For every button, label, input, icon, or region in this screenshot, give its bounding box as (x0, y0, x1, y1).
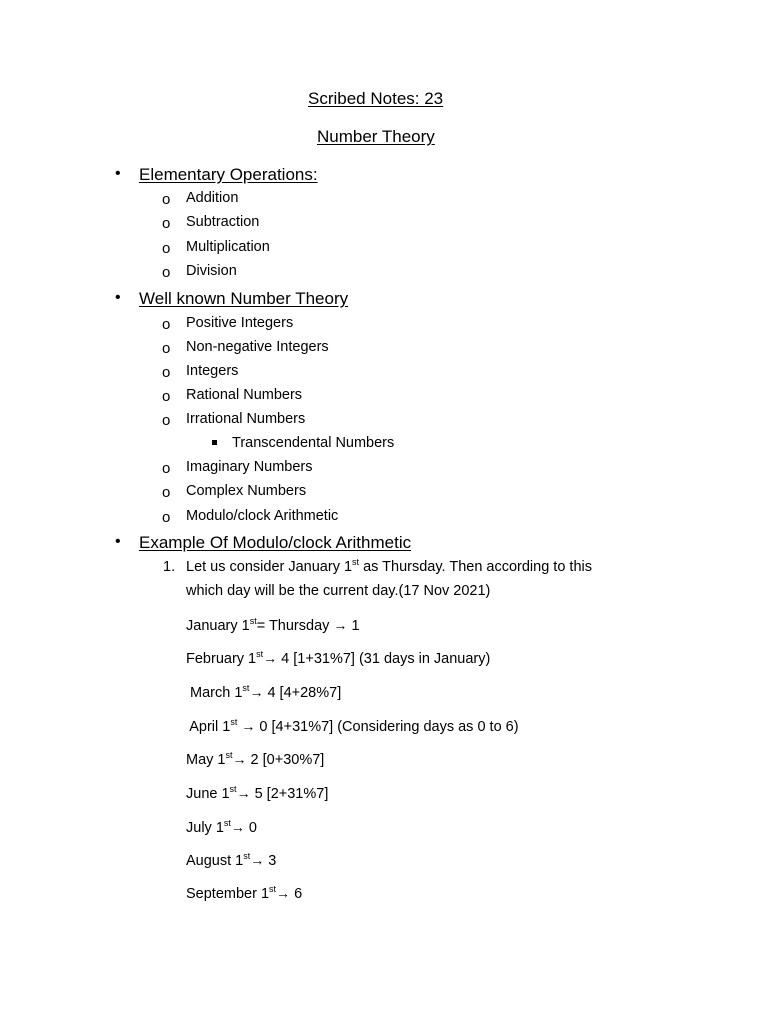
ordinal-suffix: st (352, 557, 360, 567)
list-item: Imaginary Numbers (186, 459, 313, 475)
ordinal-suffix: st (230, 717, 238, 727)
list-item: Rational Numbers (186, 387, 303, 403)
list-item: Subtraction (186, 214, 260, 230)
month-label: February 1 (186, 651, 257, 667)
circle-bullet-icon: o (162, 340, 171, 357)
month-line (186, 885, 302, 902)
list-number: 1. (163, 559, 176, 575)
circle-bullet-icon: o (162, 412, 171, 429)
list-item: Addition (186, 190, 239, 206)
circle-bullet-icon: o (162, 364, 171, 381)
month-value: 5 [2+31%7] (250, 786, 329, 802)
arrow-right-icon: → (250, 852, 265, 868)
month-line (186, 617, 360, 634)
list-item: Complex Numbers (186, 483, 307, 499)
circle-bullet-icon: o (162, 316, 171, 333)
ordinal-suffix: st (242, 683, 250, 693)
bullet-icon: • (115, 289, 121, 306)
arrow-right-icon: → (263, 650, 278, 666)
month-label: July 1 (186, 820, 224, 836)
document-subtitle: Number Theory (317, 127, 435, 146)
bullet-icon: • (115, 165, 121, 182)
circle-bullet-icon: o (162, 509, 171, 526)
example-text: as Thursday. Then according to this (359, 559, 592, 575)
month-label: May 1 (186, 752, 226, 768)
month-value: 6 (290, 886, 303, 902)
month-line (186, 684, 341, 701)
arrow-right-icon: → (249, 684, 264, 700)
circle-bullet-icon: o (162, 484, 171, 501)
arrow-right-icon: → (241, 718, 256, 734)
list-item: Modulo/clock Arithmetic (186, 508, 339, 524)
list-item: Irrational Numbers (186, 411, 306, 427)
arrow-right-icon: → (276, 885, 291, 901)
example-text-line: which day will be the current day.(17 Nov 2021) (186, 583, 491, 599)
section-heading: Example Of Modulo/clock Arithmetic (139, 533, 412, 552)
section-heading: Well known Number Theory (139, 289, 349, 308)
circle-bullet-icon: o (162, 191, 171, 208)
list-item: Integers (186, 363, 239, 379)
ordinal-suffix: st (229, 784, 237, 794)
month-label: April 1 (186, 719, 231, 735)
month-label: June 1 (186, 786, 230, 802)
month-value: 1 (347, 618, 360, 634)
bullet-icon: • (115, 533, 121, 550)
month-line (186, 650, 490, 667)
month-value: 3 (264, 853, 277, 869)
example-text-line (186, 559, 592, 575)
month-label: August 1 (186, 853, 244, 869)
month-value: 0 (244, 820, 257, 836)
month-label: September 1 (186, 886, 270, 902)
month-line (186, 718, 519, 735)
month-sep: = Thursday (256, 618, 334, 634)
month-value: 0 [4+31%7] (Considering days as 0 to 6) (255, 719, 519, 735)
month-value: 4 [1+31%7] (31 days in January) (277, 651, 491, 667)
month-value: 4 [4+28%7] (263, 685, 342, 701)
circle-bullet-icon: o (162, 388, 171, 405)
square-bullet-icon (212, 440, 217, 445)
arrow-right-icon: → (236, 785, 251, 801)
example-text: Let us consider January 1 (186, 559, 353, 575)
ordinal-suffix: st (269, 884, 277, 894)
ordinal-suffix: st (223, 818, 231, 828)
arrow-right-icon: → (232, 751, 247, 767)
month-line (186, 819, 257, 836)
ordinal-suffix: st (256, 649, 264, 659)
list-item: Non-negative Integers (186, 339, 329, 355)
month-line (186, 785, 328, 802)
month-label: January 1 (186, 618, 250, 634)
ordinal-suffix: st (243, 851, 251, 861)
ordinal-suffix: st (249, 616, 257, 626)
circle-bullet-icon: o (162, 215, 171, 232)
list-item: Division (186, 263, 237, 279)
month-line (186, 751, 324, 768)
circle-bullet-icon: o (162, 240, 171, 257)
ordinal-suffix: st (225, 750, 233, 760)
circle-bullet-icon: o (162, 460, 171, 477)
section-heading: Elementary Operations: (139, 165, 318, 184)
month-value: 2 [0+30%7] (246, 752, 325, 768)
arrow-right-icon: → (333, 617, 348, 633)
sub-list-item: Transcendental Numbers (232, 435, 395, 451)
month-line (186, 852, 276, 869)
arrow-right-icon: → (230, 819, 245, 835)
list-item: Positive Integers (186, 315, 294, 331)
circle-bullet-icon: o (162, 264, 171, 281)
list-item: Multiplication (186, 239, 270, 255)
document-title: Scribed Notes: 23 (308, 89, 444, 108)
month-label: March 1 (186, 685, 243, 701)
